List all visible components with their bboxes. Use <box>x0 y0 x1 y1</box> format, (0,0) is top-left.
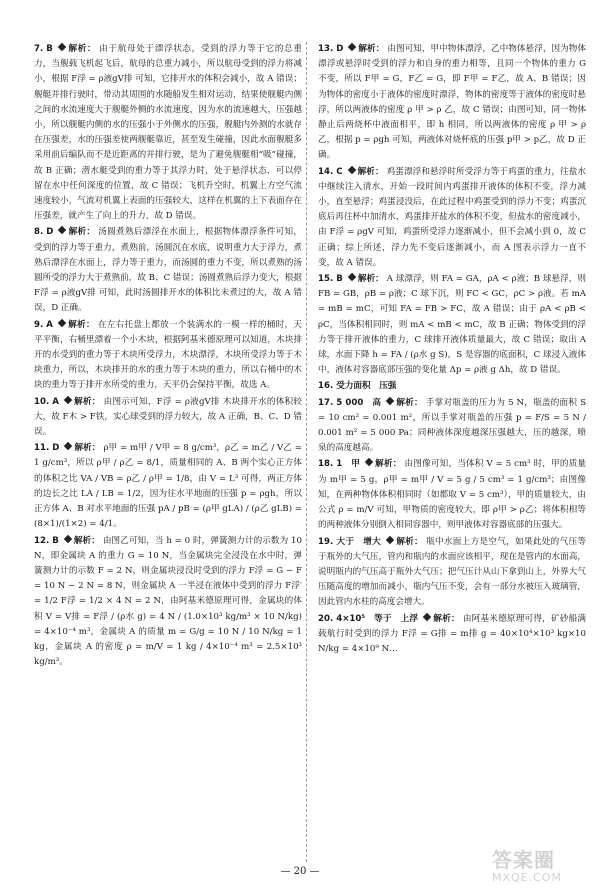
analysis-label: 解析： <box>65 397 101 407</box>
analysis-label: 解析： <box>387 398 423 408</box>
question-number: 9. <box>34 319 44 330</box>
answer-choice: 4×10⁵ 等于 上浮 <box>336 613 419 624</box>
answer-choice: A <box>46 319 53 330</box>
answer-item <box>318 612 586 658</box>
page-number: — 20 — <box>280 866 320 877</box>
answer-choice: 受力面积 压强 <box>336 381 397 392</box>
analysis-label: 解析： <box>349 167 384 177</box>
question-number: 14. <box>318 166 334 177</box>
analysis-text: 由于航母处于漂浮状态，受到的浮力等于它的总重力，当舰载飞机起飞后，航母的总重力减小，所以航母受到的浮力将减小，根据 F浮 = ρ液gV排 可知，它排开水的体积会减小，故 A 错误；舰艇并排行驶时，带动其周围的水随船发生相对运动，结果使舰艇内侧之间的水流速度大于舰艇外侧的水流速度，因为水的流速越大，压强越小，所以舰艇内侧的水的压强小于外侧水的压强，舰艇内外测的水就存在压强差，水的压强差使两舰艇靠近，甚至发生碰撞，因此水面舰艇多采用前后编队而不是近距离的并排行驶，是为了避免舰艇相“吸”碰撞，故 B 正确；潜水艇受到的重力等于其浮力时，处于悬浮状态，可以停留在水中任何深度的位置，故 C 错误；飞机升空时，机翼上方空气流速度较小，气流对机翼上表面的压强较大，这样在机翼的上下表面存在压强差，就产生了向上的升力，故 D 错误。 <box>34 44 302 222</box>
analysis-label: 解析： <box>387 537 423 547</box>
answer-item <box>34 441 302 532</box>
answer-choice: 1 甲 <box>336 459 360 470</box>
watermark-line2: MXQE.COM <box>492 871 562 884</box>
answer-item <box>318 42 586 164</box>
answer-choice: A <box>52 396 59 407</box>
answer-choice: B <box>336 274 343 285</box>
analysis-text: 由图可知，甲中物体漂浮，乙中物体悬浮，因为物体漂浮或悬浮时受到的浮力和自身的重力相等，且同一个物体的重力 G 不变，所以 F甲 = G，F乙 = G，即 F甲 = F乙，故 A、B 错误；因为物体的密度小于液体的密度时漂浮，物体的密度等于液体的密度时悬浮，所以两液体的密度 ρ 甲 > ρ 乙，故 C 错误；由图可知，同一物体静止后两烧杯中液面相平，即 h 相同，所以两液体的密度 ρ 甲 > ρ 乙，根据 p = ρgh 可知，两液体对烧杯底的压强 p甲 > p乙，故 D 正确。 <box>318 44 586 161</box>
analysis-label: 解析： <box>59 227 95 237</box>
answer-choice: D <box>336 44 344 54</box>
answer-item <box>34 225 302 316</box>
analysis-label: 解析： <box>366 459 402 469</box>
answer-choice: B <box>46 44 53 54</box>
answer-choice: D <box>52 443 60 454</box>
question-number: 16. <box>318 381 334 392</box>
question-number: 8. <box>34 227 44 238</box>
analysis-label: 解析： <box>65 536 100 546</box>
analysis-text: 瓶中水面上方是空气，如果此处的气压等于瓶外的大气压，管内和瓶内的水面应该相平，现在是管内的水面高，说明瓶内的气压高于瓶外大气压；把气压计从山下拿到山上，外界大气压随高度的增加而减小，瓶内气压不变，会有一部分水被压入玻璃管，因此管内水柱的高度会增大。 <box>318 536 586 608</box>
question-number: 12. <box>34 535 50 546</box>
answer-item <box>34 534 302 671</box>
question-number: 20. <box>318 613 334 624</box>
answer-choice: C <box>336 166 343 177</box>
analysis-text: 手掌对瓶盖的压力为 5 N，瓶盖的面积 S = 10 cm² = 0.001 m²，所以手掌对瓶盖的压强 p = F/S = 5 N / 0.001 m² = 5 000 Pa；同种液体深度越深压强越大，压的越深，喷泉的高度越高。 <box>318 397 586 454</box>
question-number: 13. <box>318 44 334 54</box>
watermark-logo <box>492 848 588 890</box>
answer-item <box>34 395 302 441</box>
analysis-label: 解析： <box>65 443 100 453</box>
analysis-text: 由阿基米德原理可得，矿砂船满载航行时受到的浮力 F浮 = G排 = m排 g = 40×10⁴×10³ kg×10 N/kg = 4×10⁹ N… <box>318 613 586 654</box>
analysis-text: 汤圆煮熟后漂浮在水面上，根据物体漂浮条件可知，受到的浮力等于重力，煮熟前，汤圆沉在水底，说明重力大于浮力，煮熟后漂浮在水面上，浮力等于重力，而汤圆的重力不变，所以煮熟的汤圆所受的浮力大于煮熟前，故 B、C 错误；汤圆煮熟后浮力变大，根据 F浮 = ρ液gV排 可知，此时汤圆排开水的体积比未煮过的大，故 A 错误，D 正确。 <box>34 227 302 314</box>
answer-choice: D <box>46 227 54 238</box>
analysis-text: 由图乙可知，当 h = 0 时，弹簧测力计的示数为 10 N，即金属块 A 的重力 G = 10 N，当金属块完全浸没在水中时，弹簧测力计的示数 F = 2 N，则金属块浸没时受到的浮力 F浮 = G − F = 10 N − 2 N = 8 N，则金属块 A 一半浸在液体中受到的浮力 F浮′ = 1/2 F浮 = 1/2 × 4 N = 2 N，由阿基米德原理可得，金属块的体积 V = V排 = F浮 / (ρ水 g) = 4 N / (1.0×10³ kg/m³ × 10 N/kg) = 4×10⁻⁴ m³，金属块 A 的质量 m = G/g = 10 N / 10 N/kg = 1 kg，金属块 A 的密度 ρ = m/V = 1 kg / 4×10⁻⁴ m³ = 2.5×10³ kg/m³。 <box>34 535 302 668</box>
analysis-label: 解析： <box>349 44 384 54</box>
question-number: 15. <box>318 274 334 285</box>
answer-item <box>318 457 586 533</box>
question-number: 17. <box>318 397 334 408</box>
answer-choice: 5 000 高 <box>336 397 382 408</box>
question-number: 7. <box>34 44 44 54</box>
answer-choice: 大于 增大 <box>336 536 382 547</box>
analysis-text: ρ甲 = m甲 / V甲 = 8 g/cm³，ρ乙 = m乙 / V乙 = 1 g/cm³，所以 ρ甲 / ρ乙 = 8/1，质量相同的 A、B 两个实心正方体的体积之比 VA / VB = ρ乙 / ρ甲 = 1/8，由 V = L³ 可得，两正方体的边长之比 LA / LB = 1/2，因为往水平地面的压强 p = ρgh，所以正方体 A、B 对水平地面的压强 pA / pB = (ρ甲 gLA) / (ρ乙 gLB) = (8×1)/(1×2) = 4/1。 <box>34 443 302 530</box>
analysis-label: 解析： <box>59 44 96 54</box>
answer-item <box>318 165 586 271</box>
analysis-text: 鸡蛋漂浮和悬浮时所受浮力等于鸡蛋的重力，往盐水中继续注入清水，开始一段时间内鸡蛋排开液体的体积不变，浮力减小，直至悬浮；鸡蛋浸没后，在此过程中鸡蛋受到的浮力不变；鸡蛋沉底后再往杯中加清水，鸡蛋排开盐水的体积不变，但盐水的密度减小，由 F浮 = ρgV 可知，鸡蛋所受浮力逐渐减小，但不会减小到 0，故 C 正确；综上所述，浮力先不变后逐渐减小，而 A 图表示浮力一直不变，故 A 错误。 <box>318 166 586 268</box>
question-number: 10. <box>34 396 50 407</box>
question-number: 11. <box>34 443 50 454</box>
answer-item <box>318 535 586 611</box>
answer-item <box>318 396 586 457</box>
answer-item <box>318 379 586 394</box>
analysis-text: 由图像可知，当体积 V = 5 cm³ 时，甲的质量为 m甲 = 5 g，ρ甲 = m甲 / V = 5 g / 5 cm³ = 1 g/cm³；由图像知，在两种物体体积相同时（如都取 V = 5 cm³），甲的质量较大，由公式 ρ = m/V 可知，甲物质的密度较大，即 ρ甲 > ρ乙；将体积相等的两种液体分别倒入相同容器中，则甲液体对容器底部的压强大。 <box>318 459 586 531</box>
question-number: 18. <box>318 459 334 470</box>
analysis-text: 由图示可知，F浮 = ρ液gV排 木块排开水的体积较大，故 F木 > F铁，实心球受到的浮力较大，故 A 正确，B、C、D 错误。 <box>34 396 302 438</box>
analysis-text: 在左右托盘上都放一个装满水的一模一样的桶时，天平平衡，右桶里漂着一个小木块，根据阿基米德原理可以知道，木块排开的水受到的重力等于木块所受浮力，木块漂浮，木块所受浮力等于木块重力，所以，木块排开的水的重力等于木块的重力，所以右桶中的木块的重力等于排开水所受的重力，天平仍会保持平衡，故选 A。 <box>34 319 302 391</box>
answer-item <box>34 42 302 224</box>
left-column <box>34 42 302 852</box>
answer-item <box>34 318 302 394</box>
question-number: 19. <box>318 536 334 547</box>
column-divider <box>306 42 307 862</box>
analysis-text: A 球漂浮，则 FA = GA，ρA < ρ液；B 球悬浮，则 FB = GB，ρB = ρ液；C 球下沉，则 FC < GC，ρC > ρ液。若 mA = mB = mC，可知 FA = FB > FC，故 A 错误；由于 ρA < ρB < ρC，当体积相同时，则 mA < mB < mC，故 B 正确；物体受到的浮力等于排开液体的重力，C 球排开液体质量最大，故 C 错误；取出 A 球，水面下降 h = FA / (ρ水 g S)，S 是容器的底面积，C 球浸入液体中，液体对容器底部压强的变化量 Δp = ρ液 g Δh，故 D 错误。 <box>318 274 586 376</box>
analysis-label: 解析： <box>349 274 384 284</box>
answer-choice: B <box>52 535 59 546</box>
analysis-label: 解析： <box>59 320 95 330</box>
right-column <box>318 42 586 852</box>
analysis-label: 解析： <box>424 614 460 624</box>
watermark-line1: 答案圈 <box>492 848 555 872</box>
answer-item <box>318 272 586 378</box>
